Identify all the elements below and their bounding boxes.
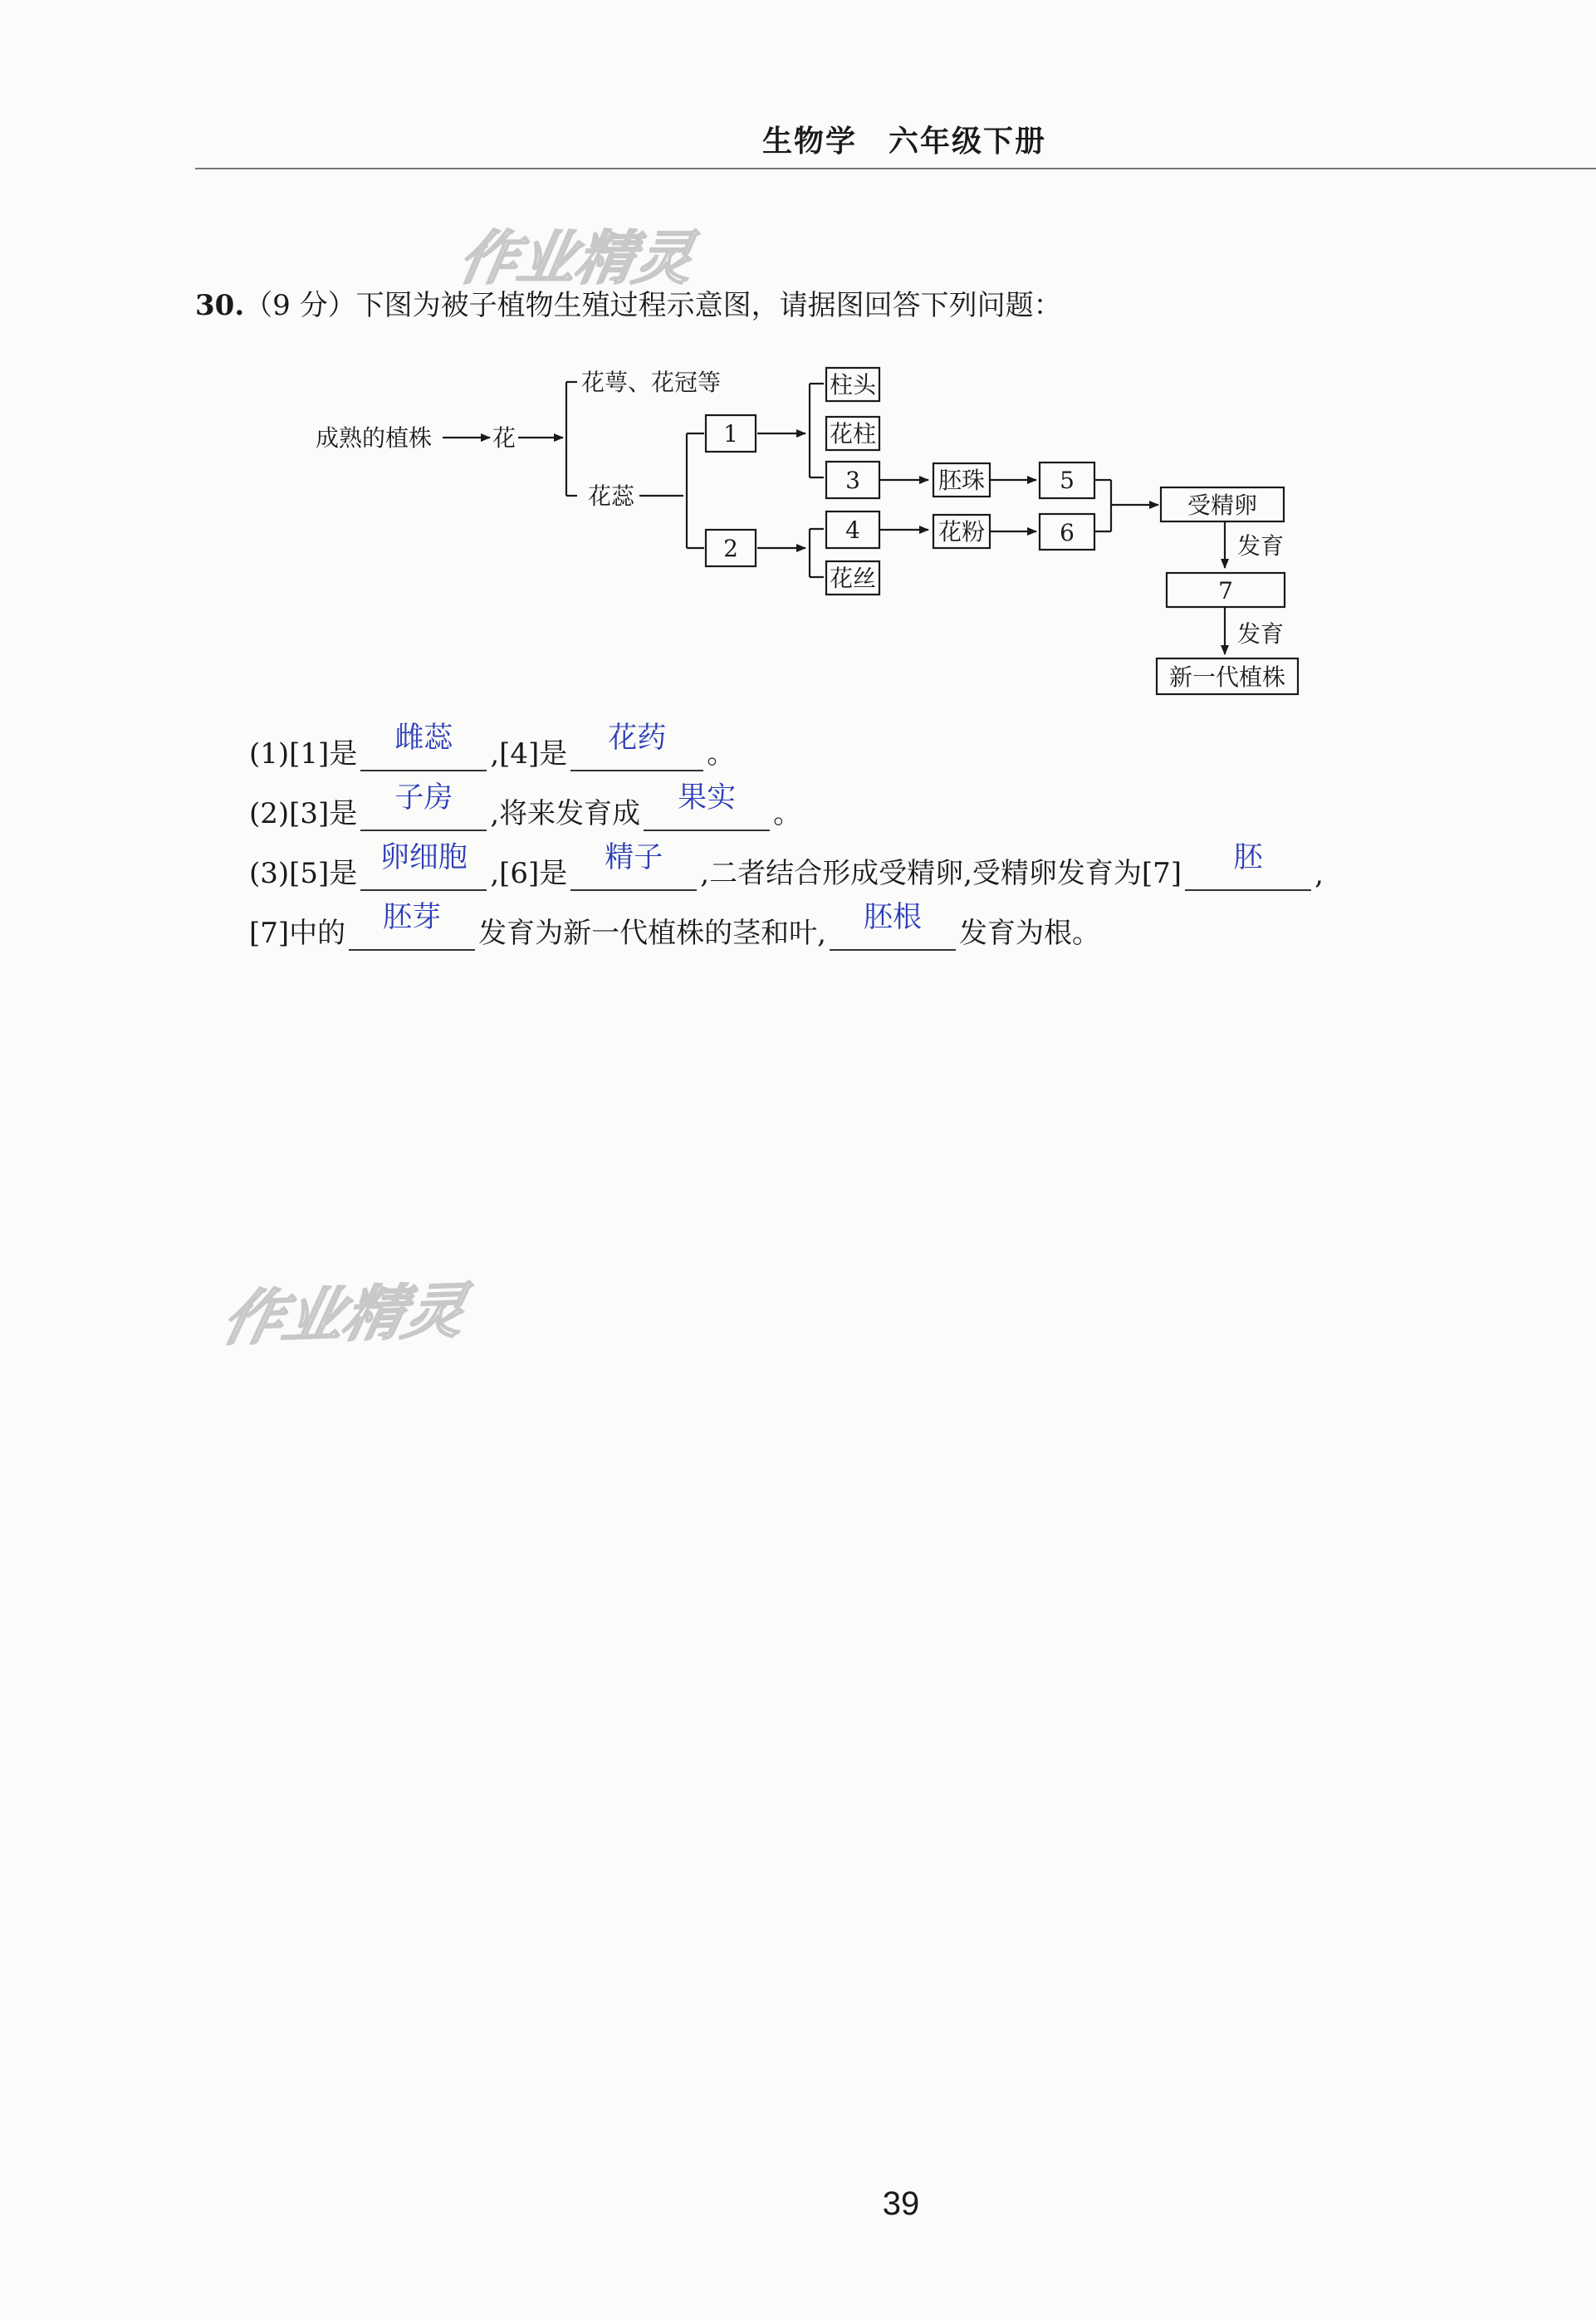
handwritten-answer: 胚芽 (383, 901, 442, 934)
answer-line-2 (249, 781, 802, 831)
answer-text: ,[4]是 (490, 737, 568, 771)
diagram-mature-plant: 成熟的植株 (316, 424, 433, 452)
answer-blank[interactable] (830, 901, 956, 951)
answer-text: 发育为根。 (958, 917, 1100, 950)
diagram-sepals-petals: 花萼、花冠等 (581, 369, 722, 396)
diagram-stigma: 柱头 (829, 371, 877, 399)
answer-blank[interactable] (349, 901, 475, 951)
question-text: （9 分）下图为被子植物生殖过程示意图，请据图回答下列问题： (244, 289, 1062, 322)
answer-text: [7]中的 (249, 917, 346, 950)
diagram-ovule: 胚珠 (938, 467, 986, 494)
answer-line-4 (249, 901, 1100, 951)
answer-text: ,[6]是 (490, 857, 568, 890)
handwritten-answer: 精子 (605, 841, 663, 874)
answer-text: (3)[5]是 (249, 857, 358, 890)
handwritten-answer: 子房 (394, 781, 453, 815)
page-number: 39 (882, 2185, 920, 2222)
answer-text: 。 (707, 737, 736, 771)
answer-blank[interactable] (1185, 841, 1311, 891)
answer-blank[interactable] (644, 781, 770, 831)
handwritten-answer: 花药 (608, 722, 667, 755)
answer-line-3 (249, 841, 1324, 891)
diagram-new-plant: 新一代植株 (1168, 663, 1286, 691)
handwritten-answer: 果实 (678, 781, 737, 815)
answer-blank[interactable] (570, 722, 703, 771)
diagram-develop-label-1: 发育 (1237, 532, 1285, 560)
answer-blank[interactable] (360, 841, 487, 891)
diagram-zygote: 受精卵 (1187, 492, 1258, 519)
answer-text: ,将来发育成 (490, 797, 641, 830)
answer-line-1 (249, 722, 736, 771)
handwritten-answer: 胚根 (863, 901, 922, 934)
diagram-pollen: 花粉 (938, 518, 986, 546)
diagram-style: 花柱 (829, 420, 877, 448)
watermark: 作业精灵 (453, 224, 699, 292)
answer-blank[interactable] (570, 841, 697, 891)
diagram-develop-label-2: 发育 (1237, 620, 1285, 648)
diagram-filament: 花丝 (829, 565, 877, 592)
answer-text: 发育为新一代植株的茎和叶, (478, 917, 826, 950)
diagram-box-3: 3 (845, 467, 860, 494)
diagram-box-2: 2 (723, 535, 738, 562)
header-title: 生物学 六年级下册 (762, 125, 1047, 159)
plant-reproduction-diagram (0, 0, 1596, 747)
handwritten-answer: 胚 (1233, 841, 1263, 874)
watermark: 作业精灵 (216, 1275, 472, 1353)
diagram-flower: 花 (492, 424, 516, 452)
answer-text: ,二者结合形成受精卵,受精卵发育为[7] (700, 857, 1182, 890)
diagram-box-4: 4 (845, 516, 860, 544)
diagram-box-6: 6 (1060, 519, 1075, 546)
diagram-box-5: 5 (1060, 467, 1075, 494)
answer-text: (1)[1]是 (249, 737, 358, 771)
diagram-box-7: 7 (1218, 577, 1233, 604)
question-number: 30. (195, 289, 245, 322)
answer-text: , (1314, 858, 1324, 891)
answer-text: (2)[3]是 (249, 797, 358, 830)
handwritten-answer: 雌蕊 (394, 722, 453, 755)
handwritten-answer: 卵细胞 (379, 841, 468, 874)
answer-blank[interactable] (360, 722, 487, 771)
diagram-box-1: 1 (723, 420, 738, 448)
answer-text: 。 (773, 797, 802, 830)
diagram-stamen-pistil: 花蕊 (588, 482, 635, 510)
answer-blank[interactable] (360, 781, 487, 831)
